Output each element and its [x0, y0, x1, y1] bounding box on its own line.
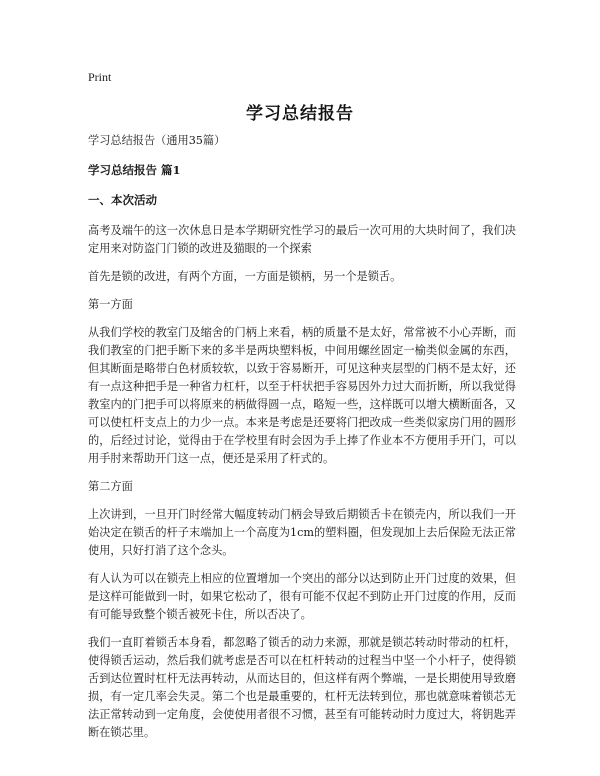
paragraph-handle: 从我们学校的教室门及缩舍的门柄上来看，柄的质量不是太好，常常被不小心弄断，而我们教室的门把手断下来的多半是两块塑料板，中间用螺丝固定一榆类似金属的东西，但其断面是略带白色材质较软，以致于容易断开，可见这种夹层型的门柄不是太好，还有一点这种把手是一种省力杠杆，以至于杆状把手容易因外力过大而折断，所以我觉得教室内的门把手可以将原来的柄做得圆一点，略短一些，这样既可以增大横断面各，又可以使杠杆支点上的力少一点。本来是考虑是还要将门把改成一些类似家房门用的圆形的，后经过讨论，觉得由于在学校里有时会因为手上捧了作业本不方便用手开门，可以用手肘来帮助开门这一点，便还是采用了杆式的。: [88, 326, 516, 465]
paragraph-intro: 高考及端午的这一次休息日是本学期研究性学习的最后一次可用的大块时间了，我们决定用来对防盗门门锁的改进及猫眼的一个探索: [88, 224, 516, 255]
document-body: [88, 132, 516, 752]
paragraph-latch-stop: 有人认为可以在锁壳上相应的位置增加一个突出的部分以达到防止开门过度的效果，但是这样可能做到一时，如果它松动了，很有可能不仅起不到防止开门过度的作用，反而有可能导致整个锁舌被死卡住，所以否决了。: [88, 572, 516, 621]
paragraph-latch-ring: 上次讲到，一旦开门时经常大幅度转动门柄会导致后期锁舌卡在锁壳内，所以我们一开始决定在锁舌的杆子末端加上一个高度为1cm的塑料圈，但发现加上去后保险无法正常使用，只好打消了这个念头。: [88, 508, 516, 557]
label-second-aspect: 第二方面: [88, 480, 133, 493]
section-heading: 学习总结报告 篇1: [88, 163, 181, 177]
paragraph-lever: 我们一直盯着锁舌本身看，都忽略了锁舌的动力来源，那就是锁芯转动时带动的杠杆，使得锁舌运动，然后我们就考虑是否可以在杠杆转动的过程当中坚一个小杆子，使得锁舌到达位置时杠杆无法再转动，从而达目的，但这样有两个弊端，一是长期使用导致磨损，有一定几率会失灵。第二个也是最重要的，杠杆无法转到位，那也就意味着锁芯无法正常转动到一定角度，会使使用者很不习惯，甚至有可能转动时力度过大，将钥匙弄断在锁芯里。: [88, 636, 516, 739]
subsection-heading: 一、本次活动: [88, 193, 157, 207]
label-first-aspect: 第一方面: [88, 298, 133, 311]
document-subtitle: 学习总结报告（通用35篇）: [88, 134, 226, 147]
print-link[interactable]: Print: [88, 70, 112, 84]
page-title: 学习总结报告: [246, 104, 354, 124]
paragraph-lock-overview: 首先是锁的改进，有两个方面，一方面是锁柄，另一个是锁舌。: [88, 270, 402, 283]
